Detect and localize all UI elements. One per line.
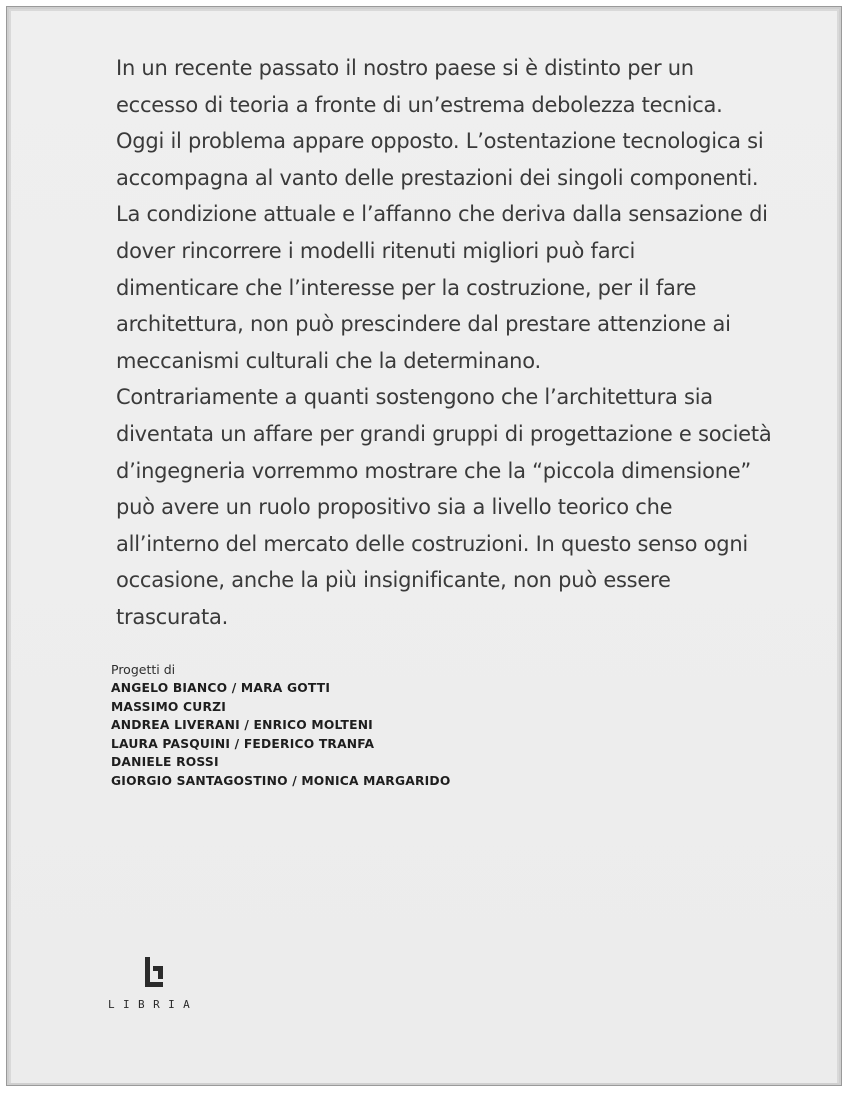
project-credits bbox=[111, 660, 451, 791]
credit-name: LAURA PASQUINI / FEDERICO TRANFA bbox=[111, 736, 375, 751]
blurb-line: Oggi il problema appare opposto. L’ostentazione tecnologica si bbox=[116, 129, 764, 154]
libria-logo-icon bbox=[145, 957, 163, 987]
blurb-line: può avere un ruolo propositivo sia a livello teorico che bbox=[116, 495, 673, 520]
blurb-line: dover rincorrere i modelli ritenuti migliori può farci bbox=[116, 238, 636, 263]
blurb-line: eccesso di teoria a fronte di un’estrema debolezza tecnica. bbox=[116, 92, 723, 117]
blurb-line: d’ingegneria vorremmo mostrare che la “piccola dimensione” bbox=[116, 458, 752, 483]
blurb-line: meccanismi culturali che la determinano. bbox=[116, 348, 541, 373]
blurb-line: La condizione attuale e l’affanno che deriva dalla sensazione di bbox=[116, 202, 768, 227]
credit-name: GIORGIO SANTAGOSTINO / MONICA MARGARIDO bbox=[111, 773, 451, 788]
blurb-line: diventata un affare per grandi gruppi di progettazione e società bbox=[116, 421, 772, 446]
publisher-name: LIBRIA bbox=[108, 998, 199, 1011]
blurb-text bbox=[116, 50, 846, 636]
blurb-line: accompagna al vanto delle prestazioni dei singoli componenti. bbox=[116, 165, 759, 190]
blurb-line: trascurata. bbox=[116, 604, 229, 629]
blurb-line: dimenticare che l’interesse per la costruzione, per il fare bbox=[116, 275, 697, 300]
credits-intro: Progetti di bbox=[111, 662, 176, 677]
credit-name: MASSIMO CURZI bbox=[111, 699, 227, 714]
credit-name: ANGELO BIANCO / MARA GOTTI bbox=[111, 681, 331, 695]
blurb-line: In un recente passato il nostro paese si è distinto per un bbox=[116, 56, 694, 80]
blurb-line: occasione, anche la più insignificante, non può essere bbox=[116, 568, 671, 593]
credit-name: ANDREA LIVERANI / ENRICO MOLTENI bbox=[111, 718, 373, 733]
blurb-line: Contrariamente a quanti sostengono che l’architettura sia bbox=[116, 385, 713, 410]
credit-name: DANIELE ROSSI bbox=[111, 755, 219, 770]
blurb-line: architettura, non può prescindere dal prestare attenzione ai bbox=[116, 312, 731, 337]
blurb-line: all’interno del mercato delle costruzioni. In questo senso ogni bbox=[116, 531, 748, 556]
